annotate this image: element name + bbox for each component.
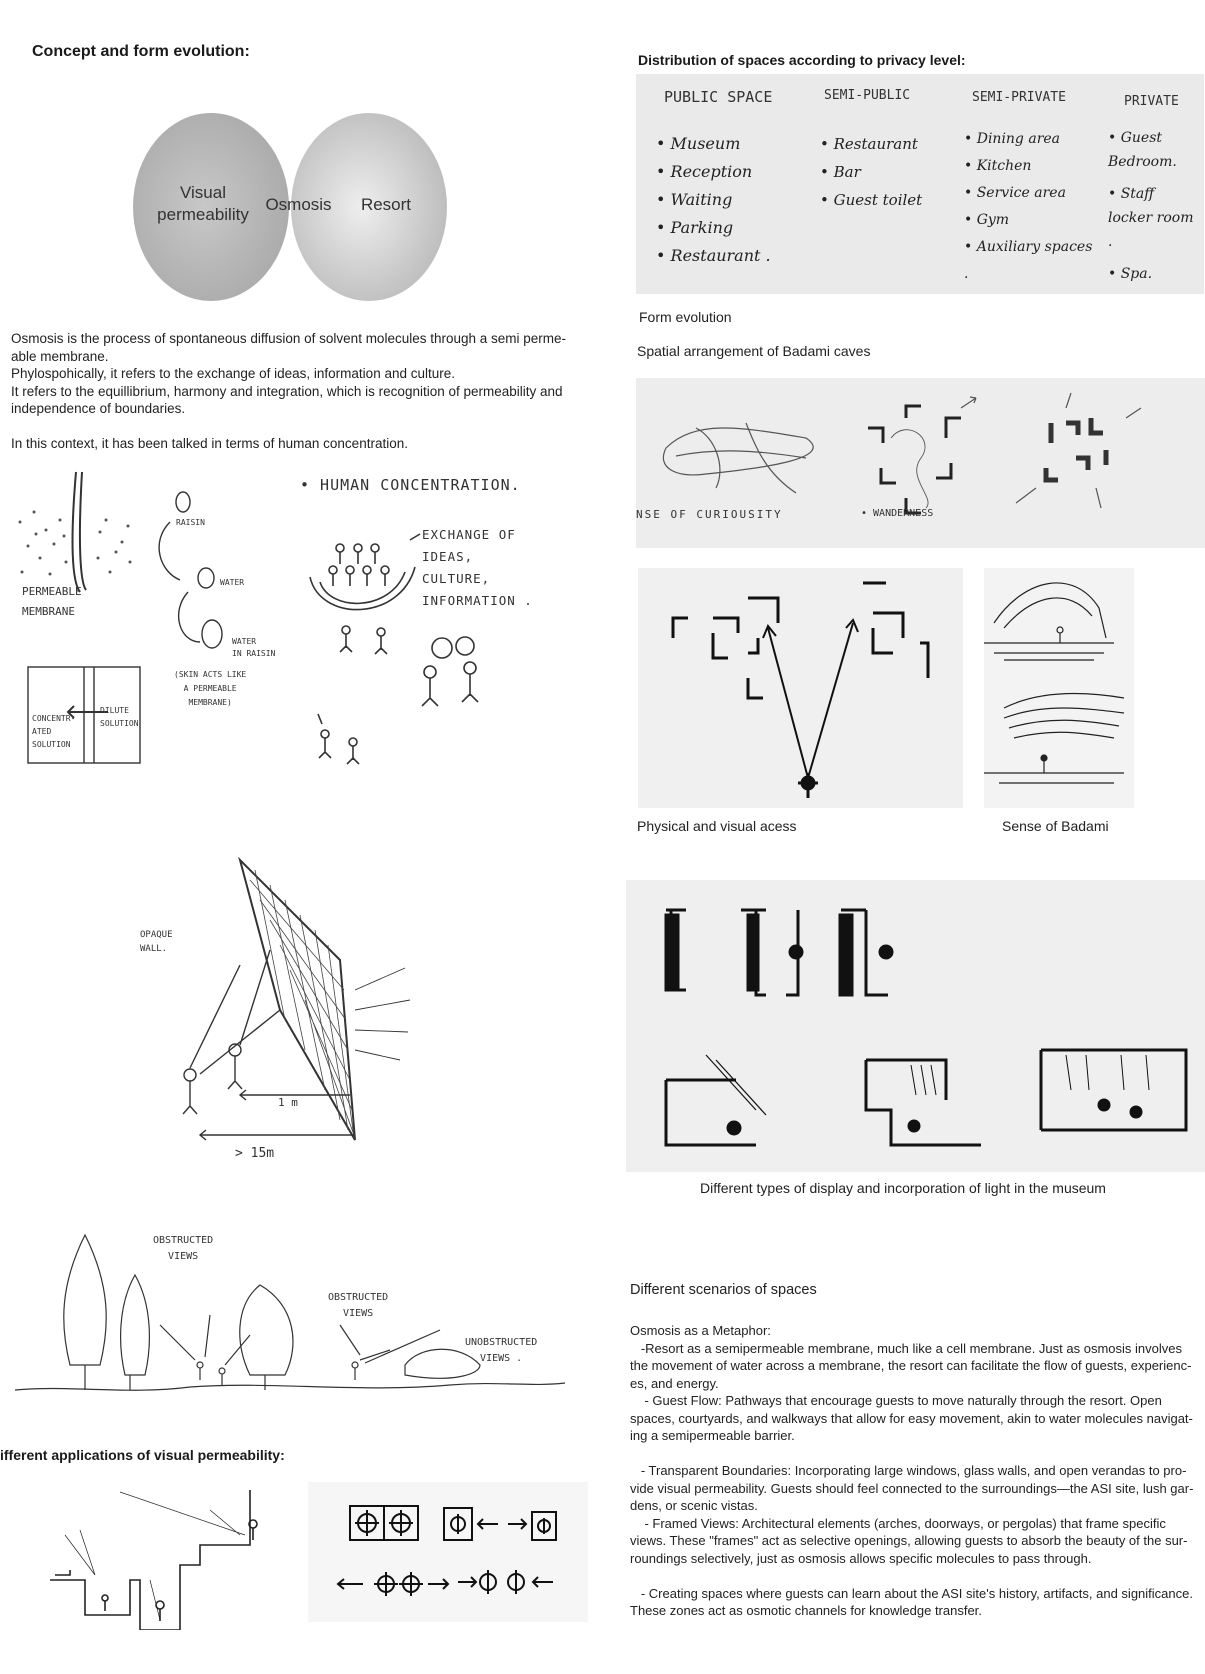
form-evolution-label: Form evolution	[639, 309, 732, 325]
skin-note-label: (SKIN ACTS LIKE A PERMEABLE MEMBRANE)	[174, 670, 247, 707]
metaphor-line: dens, or scenic vistas.	[630, 1498, 758, 1513]
public-space-list	[656, 130, 771, 270]
one-meter-label: 1 m	[278, 1096, 298, 1109]
privacy-title: Distribution of spaces according to privacy level:	[638, 52, 966, 68]
list-item: • Service area	[964, 185, 1066, 201]
list-item: • Guest Bedroom.	[1108, 130, 1177, 170]
badami-sketch-strip	[636, 378, 1205, 548]
badami-title: Spatial arrangement of Badami caves	[637, 343, 871, 359]
water-in-raisin-label: WATER IN RAISIN	[232, 637, 276, 658]
opaque-wall-label: OPAQUE WALL.	[140, 930, 173, 954]
concentrated-solution-label: CONCENTR- ATED SOLUTION	[32, 714, 76, 749]
physical-access-sketch	[638, 568, 963, 808]
dilute-solution-label: DILUTE SOLUTION	[100, 706, 139, 728]
obstructed-views-label-1: OBSTRUCTED VIEWS	[153, 1235, 214, 1262]
opaque-wall-sketch	[130, 850, 430, 1190]
list-item: • Dining area	[964, 131, 1061, 147]
fifteen-meter-label: > 15m	[235, 1146, 275, 1161]
raisin-label: RAISIN	[176, 518, 205, 527]
list-item: • Restaurant	[820, 135, 918, 153]
metaphor-line: - Transparent Boundaries: Incorporating large windows, glass walls, and open verandas to pro-	[630, 1463, 1187, 1478]
list-item: • Parking	[656, 218, 734, 237]
metaphor-line: roundings selectively, just as osmosis allows specific molecules to pass through.	[630, 1550, 1092, 1566]
human-concentration-label: • HUMAN CONCENTRATION.	[300, 476, 521, 494]
context-line: In this context, it has been talked in terms of human concentration.	[11, 435, 408, 451]
intro-line: Phylospohically, it refers to the exchange of ideas, information and culture.	[11, 366, 455, 381]
list-item: • Waiting	[656, 190, 733, 209]
metaphor-line	[630, 1567, 1205, 1585]
semi-public-list	[820, 130, 922, 214]
metaphor-line: -Resort as a semipermeable membrane, much like a cell membrane. Just as osmosis involves	[630, 1340, 1182, 1356]
intro-line: independence of boundaries.	[11, 401, 186, 416]
museum-display-sketch	[626, 880, 1205, 1172]
privacy-column-head-semi-public: SEMI-PUBLIC	[824, 88, 911, 103]
badami-label-wanderness: • WANDERNESS	[861, 508, 934, 519]
privacy-table	[636, 74, 1204, 294]
list-item: • Spa.	[1108, 266, 1153, 282]
badami-label-curiosity: NSE OF CURIOUSITY	[636, 508, 783, 521]
metaphor-line: views. These "frames" act as selective openings, allowing guests to absorb the beauty of the sur-	[630, 1533, 1188, 1548]
metaphor-line: the movement of water across a membrane, the resort can facilitate the flow of guests, experienc-	[630, 1358, 1192, 1373]
physical-access-caption: Physical and visual acess	[637, 818, 797, 834]
metaphor-text	[630, 1322, 1205, 1620]
list-item: • Guest toilet	[820, 191, 923, 209]
privacy-column-head-semi-private: SEMI-PRIVATE	[972, 90, 1066, 105]
osmosis-intro-text	[11, 330, 581, 452]
human-concentration-sketch	[10, 462, 580, 817]
obstructed-views-sketch	[10, 1225, 570, 1400]
metaphor-line: - Framed Views: Architectural elements (arches, doorways, or pergolas) that frame specific	[630, 1515, 1166, 1531]
applications-title: ifferent applications of visual permeability:	[0, 1447, 285, 1463]
metaphor-line	[630, 1445, 1205, 1463]
sense-of-badami-sketch	[984, 568, 1134, 808]
scenarios-title: Different scenarios of spaces	[630, 1282, 817, 1298]
list-item: • Kitchen	[964, 158, 1032, 174]
metaphor-line: vide visual permeability. Guests should feel connected to the surroundings—the ASI site, lush gar-	[630, 1480, 1194, 1496]
museum-display-caption: Different types of display and incorporation of light in the museum	[700, 1180, 1106, 1196]
intro-line: able membrane.	[11, 348, 109, 364]
private-list	[1108, 126, 1200, 286]
permeable-membrane-label: PERMEABLE MEMBRANE	[22, 585, 82, 618]
privacy-column-head-private: PRIVATE	[1124, 94, 1179, 109]
obstructed-views-label-2: OBSTRUCTED VIEWS	[328, 1292, 389, 1319]
list-item: • Staff locker room .	[1108, 186, 1194, 250]
list-item: • Auxiliary spaces .	[964, 239, 1093, 282]
list-item: • Museum	[656, 134, 741, 153]
metaphor-line: ing a semipermeable barrier.	[630, 1428, 795, 1443]
list-item: • Bar	[820, 163, 861, 181]
intro-line: Osmosis is the process of spontaneous diffusion of solvent molecules through a semi perme-	[11, 331, 567, 346]
exchange-label: EXCHANGE OF IDEAS, CULTURE, INFORMATION .	[422, 527, 533, 608]
privacy-column-head-public: PUBLIC SPACE	[664, 88, 773, 106]
semi-private-list	[964, 126, 1094, 288]
section-sketch	[40, 1480, 280, 1630]
sense-of-badami-caption: Sense of Badami	[1002, 818, 1109, 834]
venn-label-resort: Resort	[360, 195, 412, 214]
venn-label-visual-permeability: Visual permeability	[157, 183, 249, 224]
metaphor-line: - Creating spaces where guests can learn about the ASI site's history, artifacts, and significance.	[630, 1585, 1193, 1601]
page-title: Concept and form evolution:	[32, 43, 250, 60]
water-label: WATER	[220, 578, 245, 587]
metaphor-line: es, and energy.	[630, 1375, 719, 1391]
frames-sketch	[308, 1482, 588, 1622]
metaphor-line: These zones act as osmotic channels for knowledge transfer.	[630, 1603, 982, 1618]
intro-line: It refers to the equillibrium, harmony and integration, which is recognition of permeability and	[11, 383, 563, 399]
venn-diagram	[133, 110, 448, 305]
list-item: • Reception	[656, 162, 753, 181]
unobstructed-views-label: UNOBSTRUCTED VIEWS .	[465, 1337, 538, 1364]
metaphor-line: - Guest Flow: Pathways that encourage guests to move naturally through the resort. Open	[630, 1393, 1162, 1408]
metaphor-heading: Osmosis as a Metaphor:	[630, 1323, 771, 1338]
metaphor-line: spaces, courtyards, and walkways that allow for easy movement, akin to water molecules navigat-	[630, 1410, 1193, 1426]
list-item: • Gym	[964, 212, 1010, 228]
venn-label-osmosis: Osmosis	[265, 195, 332, 214]
list-item: • Restaurant .	[656, 246, 771, 265]
